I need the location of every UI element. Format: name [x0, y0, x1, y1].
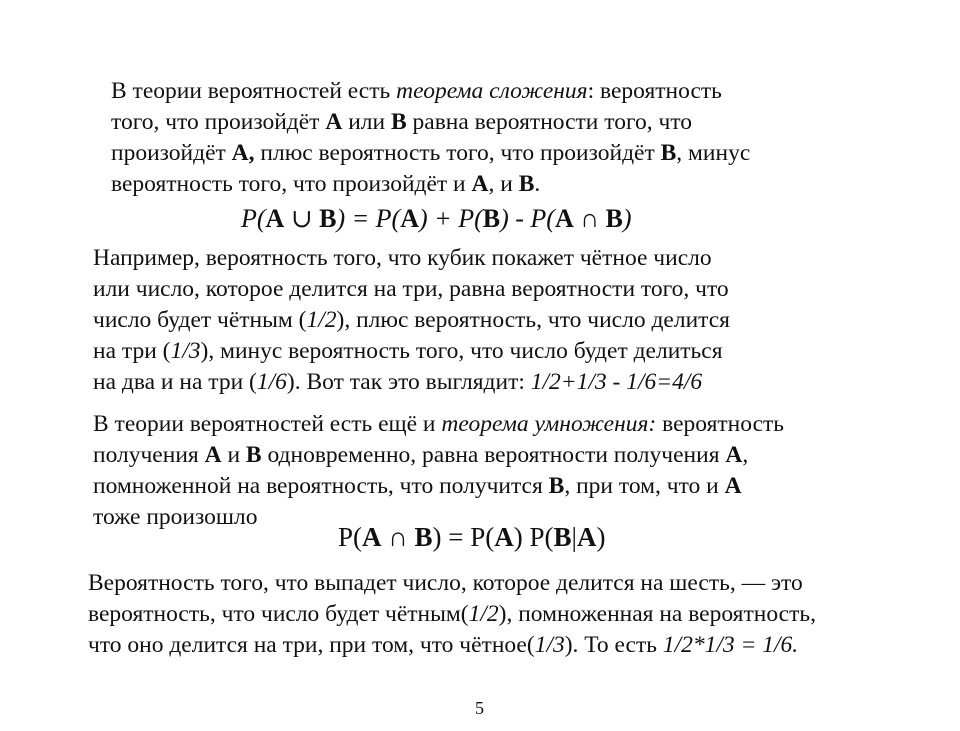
p3-line-3: помноженной на вероятность, что получится B, при том, что и A — [93, 473, 742, 499]
addition-formula: P(A ∪ B) = P(A) + P(B) - P(A ∩ B) — [241, 204, 632, 233]
p1-line-4: вероятность того, что произойдёт и A, и B. — [111, 171, 541, 197]
p1-line-1: В теории вероятностей есть теорема сложения: вероятность — [111, 78, 722, 104]
multiplication-theorem-paragraph — [93, 409, 893, 533]
multiplication-formula: P(A ∩ B) = P(A) P(B|A) — [338, 522, 606, 552]
term-addition-theorem: теорема сложения — [396, 78, 588, 104]
divisible-by-six-paragraph — [88, 568, 888, 661]
addition-example-equation: 1/2+1/3 - 1/6=4/6 — [530, 369, 703, 395]
p2-line-2: или число, которое делится на три, равна вероятности того, что — [93, 276, 729, 302]
p4-line-2: вероятность, что число будет чётным(1/2), помноженная на вероятность, — [88, 601, 816, 627]
multiplication-example-equation: 1/2*1/3 = 1/6. — [662, 632, 799, 658]
page-number: 5 — [475, 698, 484, 718]
p3-line-1: В теории вероятностей есть ещё и теорема умножения: вероятность — [93, 411, 784, 437]
term-multiplication-theorem: теорема умножения: — [441, 411, 657, 437]
p2-line-1: Например, вероятность того, что кубик покажет чётное число — [93, 245, 712, 271]
dice-example-paragraph — [93, 243, 883, 398]
addition-theorem-paragraph — [111, 76, 871, 200]
p3-line-4: тоже произошло — [93, 504, 258, 530]
p2-line-3: число будет чётным (1/2), плюс вероятность, что число делится — [93, 307, 730, 333]
p3-line-2: получения A и B одновременно, равна вероятности получения A, — [93, 442, 749, 468]
p1-line-2: того, что произойдёт A или B равна вероятности того, что — [111, 109, 693, 135]
p4-line-3: что оно делится на три, при том, что чётное(1/3). То есть 1/2*1/3 = 1/6. — [88, 632, 799, 658]
p2-line-4: на три (1/3), минус вероятность того, что число будет делиться — [93, 338, 723, 364]
p4-line-1: Вероятность того, что выпадет число, которое делится на шесть, — это — [88, 570, 803, 596]
p2-line-5: на два и на три (1/6). Вот так это выглядит: 1/2+1/3 - 1/6=4/6 — [93, 369, 703, 395]
p1-line-3: произойдёт A, плюс вероятность того, что произойдёт B, минус — [111, 140, 751, 166]
